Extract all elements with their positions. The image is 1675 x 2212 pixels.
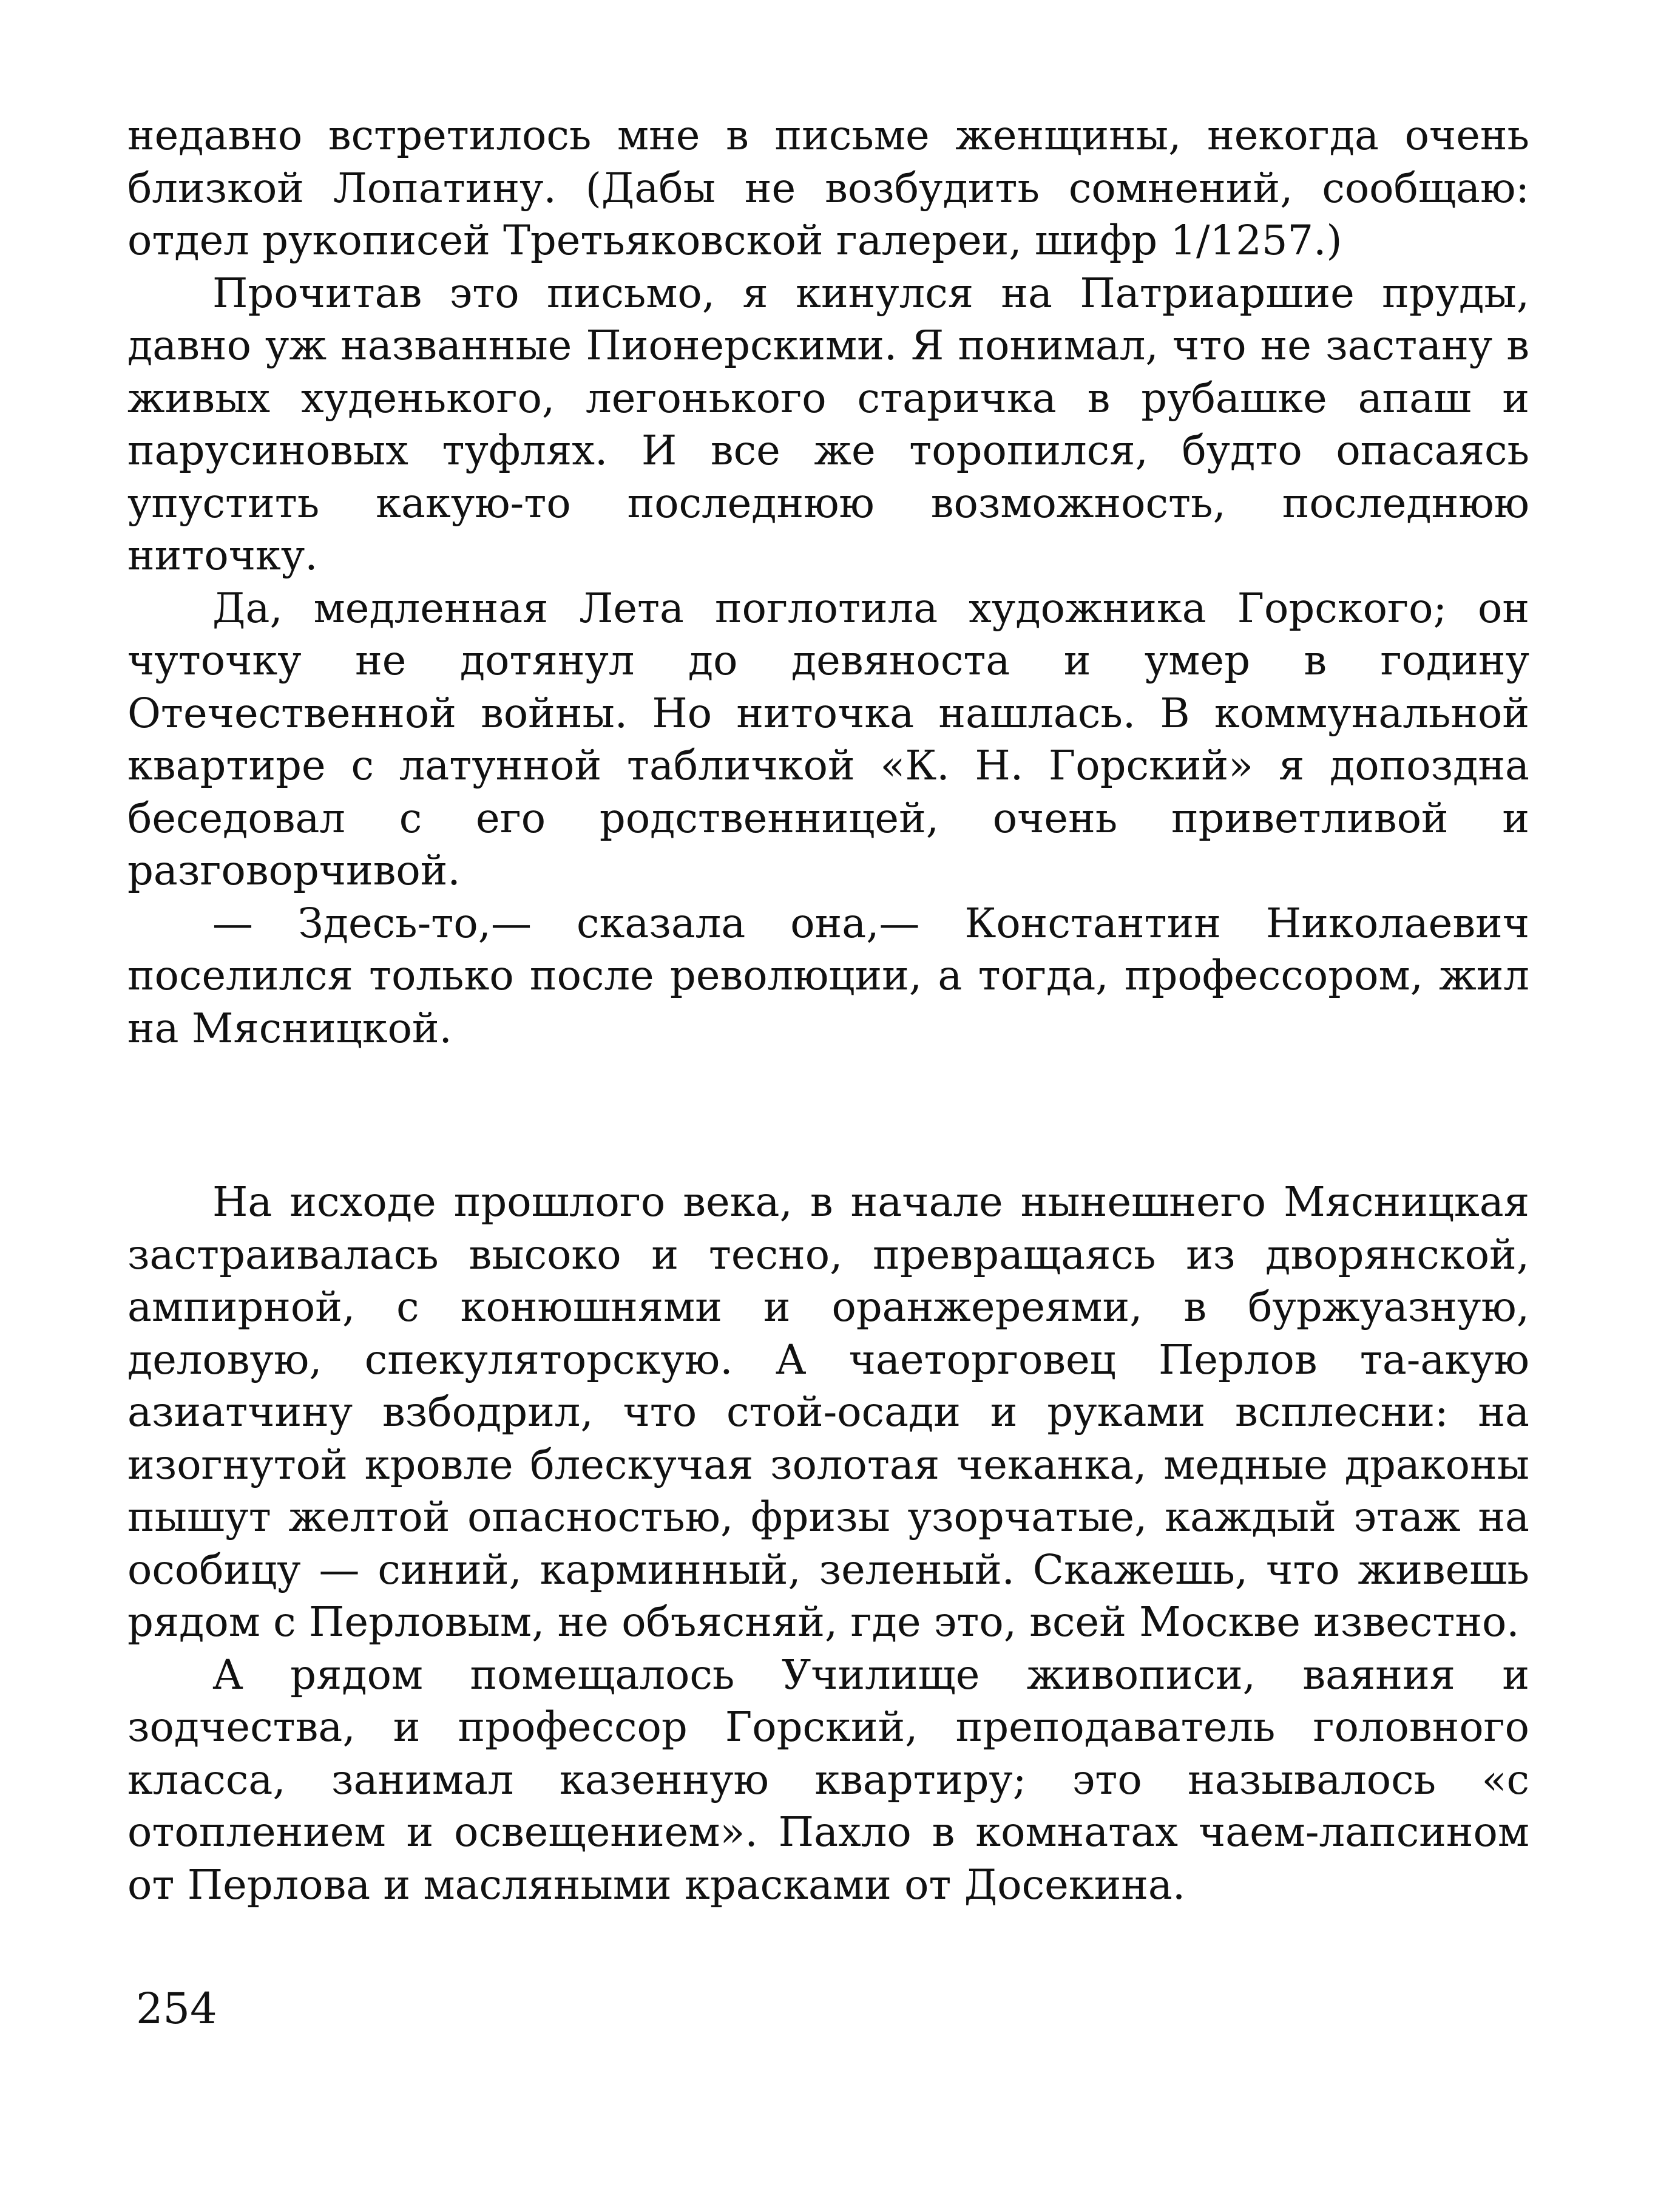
page-body: [127, 109, 1529, 1911]
page-number: 254: [136, 1984, 217, 2034]
paragraph-5: На исходе прошлого века, в начале нынешнего Мясницкая застраивалась высоко и тесно, превращаясь из дворянской, ампирной, с конюшнями и оранжереями, в буржуазную, деловую, спекуляторскую. А чаеторговец Перлов та-акую азиатчину взбодрил, что стой-осади и руками всплесни: на изогнутой кровле блескучая золотая чеканка, медные драконы пышут желтой опасностью, фризы узорчатые, каждый этаж на особицу — синий, карминный, зеленый. Скажешь, что живешь рядом с Перловым, не объясняй, где это, всей Москве известно.: [127, 1178, 1529, 1646]
paragraph-2: Прочитав это письмо, я кинулся на Патриаршие пруды, давно уж названные Пионерскими. Я понимал, что не застану в живых худенького, легонького старичка в рубашке апаш и парусиновых туфлях. И все же торопился, будто опасаясь упустить какую-то последнюю возможность, последнюю ниточку.: [127, 269, 1529, 579]
paragraph-1: недавно встретилось мне в письме женщины, некогда очень близкой Лопатину. (Дабы не возбудить сомнений, сообщаю: отдел рукописей Третьяковской галереи, шифр 1/1257.): [127, 112, 1529, 264]
paragraph-3: Да, медленная Лета поглотила художника Горского; он чуточку не дотянул до девяноста и умер в годину Отечественной войны. Но ниточка нашлась. В коммунальной квартире с латунной табличкой «К. Н. Горский» я допоздна беседовал с его родственницей, очень приветливой и разговорчивой.: [127, 584, 1529, 894]
paragraph-4: — Здесь-то,— сказала она,— Константин Николаевич поселился только после революции, а тогда, профессором, жил на Мясницкой.: [127, 899, 1529, 1052]
paragraph-6: А рядом помещалось Училище живописи, ваяния и зодчества, и профессор Горский, преподаватель головного класса, занимал казенную квартиру; это называлось «с отоплением и освещением». Пахло в комнатах чаем-лапсином от Перлова и масляными красками от Досекина.: [127, 1651, 1529, 1908]
